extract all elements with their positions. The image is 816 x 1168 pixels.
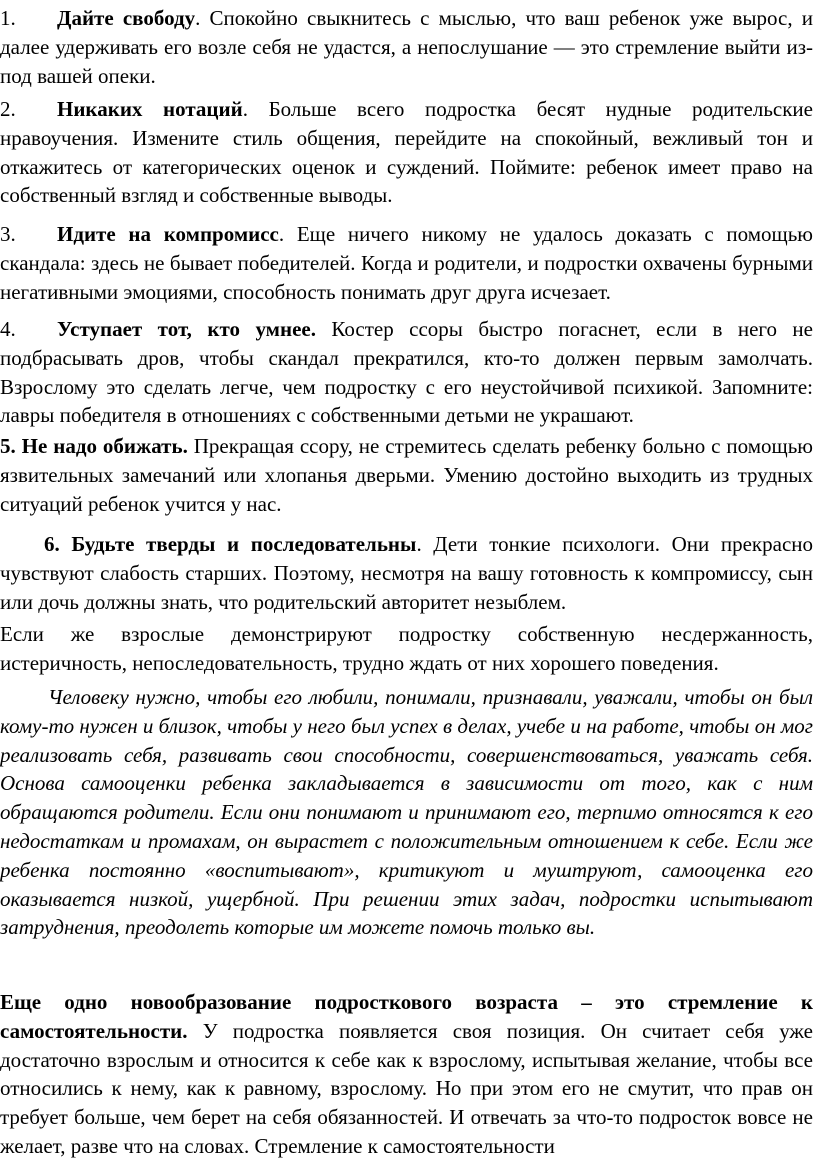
item-number: 4.: [0, 317, 16, 341]
item-title: 6. Будьте тверды и последовательны: [44, 532, 417, 556]
paragraph-text: Человеку нужно, чтобы его любили, понимали, признавали, уважали, чтобы он был кому-то нужен и близок, чтобы у него был успех в делах, учебе и на работе, чтобы он мог реализовать себя, развивать свои способности, совершенствоваться, уважать себя. Основа самооценки ребенка закладывается в зависимости от того, как с ним обращаются родители. Если они понимают и принимают его, терпимо относятся к его недостаткам и промахам, он вырастет с положительным отношением к себе. Если же ребенка постоянно «воспитывают», критикуют и муштруют, самооценка его оказывается низкой, ущербной. При решении этих задач, подростки испытывают затруднения, преодолеть которые им можете помочь только вы.: [0, 685, 813, 940]
item-text: Спокойно свыкнитесь с мыслью, что ваш ребенок уже вырос, и далее удерживать его возле себя не удастся, а непослушание — это стремление выйти из-под вашей опеки.: [0, 6, 813, 88]
paragraph-discipline: [0, 620, 813, 678]
item-separator: .: [195, 6, 201, 30]
paragraph-title: Еще одно новообразование подросткового возраста – это стремление к самостоятельности.: [0, 990, 813, 1043]
item-text: Прекращая ссору, не стремитесь сделать ребенку больно с помощью язвительных замечаний или хлопанья дверьми. Умению достойно выходить из трудных ситуаций ребенок учится у нас.: [0, 434, 813, 516]
italic-paragraph-self-esteem: [0, 683, 813, 942]
list-item-1: [0, 4, 813, 90]
item-title: Дайте свободу: [57, 6, 196, 30]
paragraph-text: У подростка появляется своя позиция. Он считает себя уже достаточно взрослым и относится к себе как к взрослому, испытывая желание, чтобы все относились к нему, как к равному, взрослому. Но при этом его не смутит, что прав он требует больше, чем берет на себя обязанностей. И отвечать за что-то подросток вовсе не желает, разве что на словах. Стремление к самостоятельности: [0, 1018, 813, 1158]
item-title: Идите на компромисс: [57, 222, 279, 246]
list-item-5: [0, 432, 813, 518]
item-title: 5. Не надо обижать.: [0, 434, 188, 458]
item-text: Еще ничего никому не удалось доказать с помощью скандала: здесь не бывает победителей. Когда и родители, и подростки охвачены бурными негативными эмоциями, способность понимать друг друга исчезает.: [0, 222, 813, 304]
list-item-2: [0, 95, 813, 210]
list-item-3: [0, 220, 813, 306]
item-number: 1.: [0, 6, 16, 30]
item-title: Никаких нотаций: [57, 97, 243, 121]
item-number: 2.: [0, 97, 16, 121]
item-text: Больше всего подростка бесят нудные родительские нравоучения. Измените стиль общения, перейдите на спокойный, вежливый тон и откажитесь от категорических оценок и суждений. Поймите: ребенок имеет право на собственный взгляд и собственные выводы.: [0, 97, 813, 208]
paragraph-independence: [0, 988, 813, 1161]
item-number: 3.: [0, 222, 16, 246]
list-item-4: [0, 315, 813, 430]
list-item-6: [0, 530, 813, 616]
item-text: . Дети тонкие психологи. Они прекрасно чувствуют слабость старших. Поэтому, несмотря на вашу готовность к компромиссу, сын или дочь должны знать, что родительский авторитет незыблем.: [0, 532, 814, 614]
item-separator: .: [278, 222, 285, 246]
paragraph-text: Если же взрослые демонстрируют подростку собственную несдержанность, истеричность, непоследовательность, трудно ждать от них хорошего поведения.: [0, 622, 813, 675]
item-text: Костер ссоры быстро погаснет, если в него не подбрасывать дров, чтобы скандал прекратился, кто-то должен первым замолчать. Взрослому это сделать легче, чем подростку с его неустойчивой психикой. Запомните: лавры победителя в отношениях с собственными детьми не украшают.: [0, 317, 813, 428]
item-separator: .: [242, 97, 248, 121]
item-title: Уступает тот, кто умнее.: [57, 317, 316, 341]
